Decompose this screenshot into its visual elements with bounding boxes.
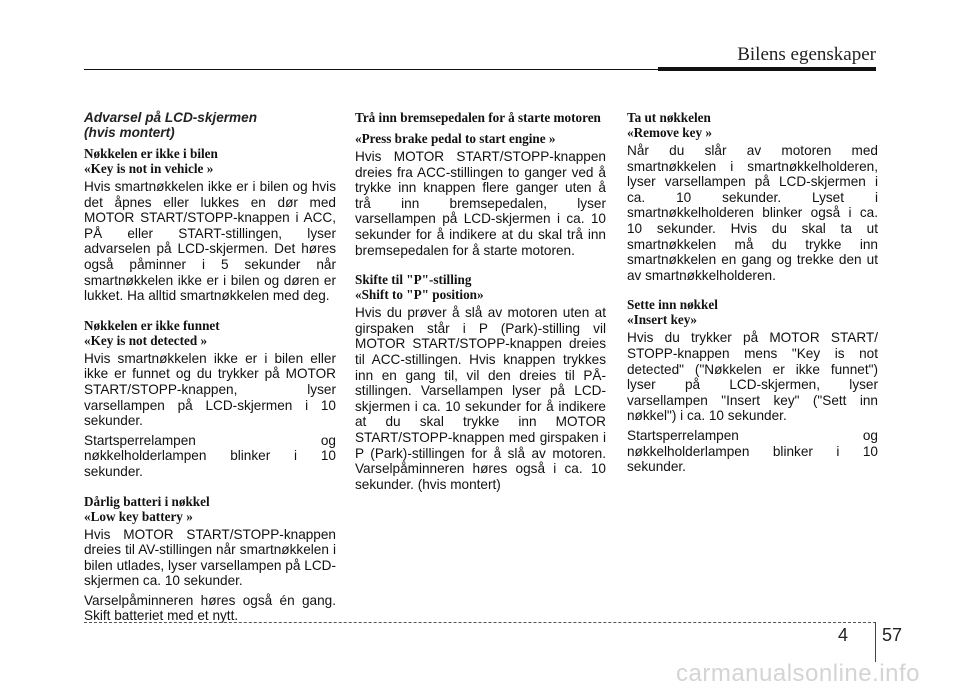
section-key-not-detected — [84, 318, 336, 480]
header-rule-thin — [84, 69, 658, 70]
column-1 — [84, 110, 336, 638]
section-title: Sette inn nøkkel — [627, 297, 718, 313]
paragraph: Varselpåminneren høres også én gang. Skift batteriet med et nytt. — [84, 592, 336, 624]
section-title: Dårlig batteri i nøkkel — [84, 493, 210, 509]
warning-heading: Advarsel på LCD-skjermen (hvis montert) — [84, 110, 258, 140]
section-subtitle: «Insert key» — [627, 312, 697, 328]
paragraph: Hvis smartnøkkelen ikke er i bilen og hvis det åpnes eller lukkes en dør med MOTOR START/STOPP-knappen i ACC, PÅ eller START-stillingen, lyser advarselen på LCD-skjermen. Det høres også påminner i 5 sekunder når smartnøkkelen ikke er i bilen og døren er lukket. Ha alltid smartnøkkelen med deg. — [84, 179, 336, 304]
section-shift-to-p — [355, 272, 606, 492]
section-title: Ta ut nøkkelen — [627, 110, 711, 125]
paragraph: Hvis MOTOR START/STOPP-knappen dreies til AV-stillingen når smartnøkkelen i bilen utlades, lyser varsellampen på LCD-skjermen ca. 10 sekunder. — [84, 526, 336, 589]
section-title: Trå inn bremsepedalen for å starte motoren — [355, 110, 601, 125]
paragraph: Når du slår av motoren med smartnøkkelen i smartnøkkelholderen, lyser varsellampen på LCD-skjermen i ca. 10 sekunder. Lyset i smartnøkkelholderen blinker også i ca. 10 sekunder. Hvis du skal ta ut smartnøkkelen må du trykke inn smartnøkkelen en gang og trekke den ut av smartnøkkelholderen. — [627, 143, 878, 283]
section-title: Skifte til "P"-stilling — [355, 272, 472, 288]
paragraph: Startsperrelampen og nøkkelholderlampen blinker i 10 sekunder. — [627, 427, 878, 475]
chapter-number: 4 — [838, 625, 849, 645]
page-number-divider — [875, 622, 876, 662]
section-title: Nøkkelen er ikke i bilen — [84, 146, 218, 161]
section-subtitle: «Shift to "P" position» — [355, 287, 484, 303]
column-2 — [355, 110, 606, 506]
paragraph: Hvis smartnøkkelen ikke er i bilen eller ikke er funnet og du trykker på MOTOR START/STOPP-knappen, lyser varsellampen på LCD-skjermen i 10 sekunder. — [84, 350, 336, 429]
section-low-key-battery — [84, 494, 336, 625]
section-subtitle: «Remove key » — [627, 125, 712, 140]
section-remove-key — [627, 110, 878, 283]
page-number: 57 — [882, 625, 903, 645]
section-subtitle: «Press brake pedal to start engine » — [355, 131, 556, 146]
paragraph: Hvis du prøver å slå av motoren uten at girspaken står i P (Park)-stilling vil MOTOR START/STOPP-knappen dreies til ACC-stillingen. Hvis knappen trykkes inn en gang til, vil den dreies til PÅ-stillingen. Varsellampen lyser på LCD-skjermen i ca. 10 sekunder for å indikere at du skal trykke inn MOTOR START/STOPP-knappen med girspaken i P (Park)-stillingen for å slå av motoren. Varselpåminneren høres også i ca. 10 sekunder. (hvis montert) — [355, 305, 606, 492]
section-subtitle: «Low key battery » — [84, 508, 193, 524]
column-3 — [627, 110, 878, 489]
paragraph: Startsperrelampen og nøkkelholderlampen blinker i 10 sekunder. — [84, 432, 336, 479]
section-key-not-in-vehicle — [84, 146, 336, 304]
page-header-title: Bilens egenskaper — [737, 44, 876, 65]
section-insert-key — [627, 297, 878, 474]
header-rule-thick — [658, 67, 876, 71]
footer-rule — [84, 622, 876, 623]
paragraph: Hvis MOTOR START/STOPP-knappen dreies fra ACC-stillingen to ganger ved å trykke inn knappen flere ganger uten å trå inn bremsepedalen, lyser varsellampen på LCD-skjermen i ca. 10 sekunder for å indikere at du skal trå inn bremsepedalen for å starte motoren. — [355, 149, 606, 258]
section-subtitle: «Key is not detected » — [84, 332, 208, 348]
paragraph: Hvis du trykker på MOTOR START/ STOPP-knappen mens "Key is not detected" ("Nøkkelen er ikke funnet") lyser på LCD-skjermen, lyser varsellampen "Insert key" ("Sett inn nøkkel") i ca. 10 sekunder. — [627, 330, 878, 424]
section-title: Nøkkelen er ikke funnet — [84, 317, 220, 333]
section-subtitle: «Key is not in vehicle » — [84, 161, 214, 176]
section-press-brake — [355, 110, 606, 258]
watermark: carmanualsonline.info — [676, 660, 920, 687]
